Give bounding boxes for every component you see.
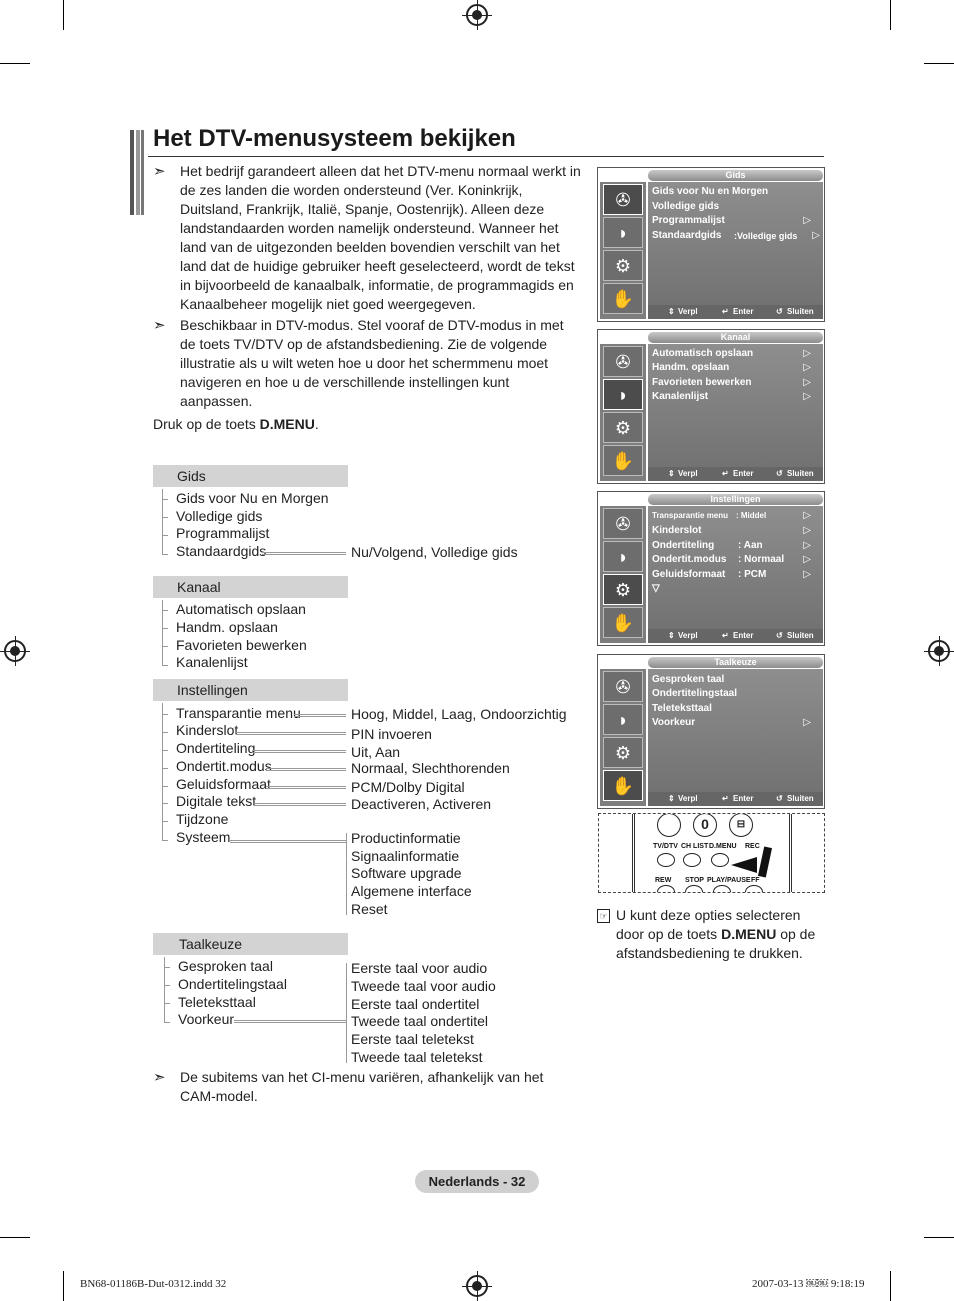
menu-item: Handm. opslaan	[176, 619, 278, 635]
menu-item: Digitale tekst	[176, 793, 257, 809]
footer-move: Verpl	[678, 631, 698, 640]
channel-icon: ◗	[603, 704, 643, 735]
enter-icon: ↵	[722, 469, 729, 478]
tree-tick	[162, 786, 168, 787]
tree-tick	[162, 803, 168, 804]
crop-mark	[924, 63, 954, 64]
language-icon: ✋	[603, 607, 643, 638]
registration-mark-icon	[4, 640, 26, 662]
screen-row: Ondertiteling	[652, 540, 715, 551]
menu-item: Transparantie menu	[176, 705, 301, 721]
triangle-right-icon: ▷	[803, 540, 811, 551]
pointer-arrow-icon	[731, 857, 757, 873]
option-text: Eerste taal ondertitel	[351, 996, 480, 1012]
guide-icon: ✇	[603, 184, 643, 215]
triangle-right-icon: ▷	[803, 391, 811, 402]
menu-item: Automatisch opslaan	[176, 601, 306, 617]
option-text: Productinformatie	[351, 830, 461, 846]
menu-item: Kinderslot	[176, 722, 239, 738]
screen-row: Kinderslot	[652, 525, 702, 536]
screen-title: Gids	[648, 170, 823, 181]
note-arrow-icon: ➣	[153, 163, 166, 180]
remote-rew-icon	[657, 885, 675, 893]
title-rule	[148, 156, 824, 157]
title-decoration-bar	[130, 130, 144, 215]
note-2	[153, 316, 583, 411]
screen-title: Instellingen	[648, 494, 823, 505]
tree-tick	[162, 499, 168, 500]
screen-row-value: : Middel	[736, 511, 767, 520]
menu-item: Ondertitelingstaal	[178, 976, 287, 992]
tree-tick	[162, 517, 168, 518]
remote-dmenu-button	[711, 853, 729, 867]
screen-title: Taalkeuze	[648, 657, 823, 668]
crop-mark	[0, 63, 30, 64]
registration-mark-icon	[466, 1275, 488, 1297]
option-bracket	[346, 833, 347, 915]
screen-row-value: :Volledige gids	[734, 231, 798, 241]
menu-item: Gesproken taal	[178, 958, 273, 974]
footer-enter: Enter	[733, 469, 754, 478]
crop-mark	[924, 1237, 954, 1238]
tree-tick	[162, 821, 168, 822]
page-number-label: Nederlands - 32	[415, 1170, 539, 1193]
footer-close: Sluiten	[787, 631, 814, 640]
guide-icon: ✇	[603, 346, 643, 377]
screen-row: Geluidsformaat	[652, 569, 726, 580]
triangle-right-icon: ▷	[812, 230, 820, 241]
screen-sidebar	[600, 182, 646, 319]
screen-row: Handm. opslaan	[652, 362, 730, 373]
screen-row: Ondertit.modus	[652, 554, 727, 565]
pointer-hand-icon	[758, 846, 772, 877]
triangle-right-icon: ▷	[803, 569, 811, 580]
remote-body	[632, 813, 792, 893]
move-icon: ⇕	[668, 794, 675, 803]
crop-mark	[63, 1271, 64, 1301]
screen-footer	[648, 305, 823, 319]
print-footer-right: 2007-03-13 ￼￼ 9:18:19	[752, 1278, 865, 1290]
tv-screen-gids	[597, 167, 825, 322]
tree-tick	[164, 1022, 170, 1023]
menu-item: Standaardgids	[176, 543, 267, 559]
option-text: Eerste taal voor audio	[351, 960, 488, 976]
tree-tick	[164, 1003, 170, 1004]
tip-prefix: U kunt deze opties selecteren door op de toets	[616, 907, 801, 942]
channel-icon: ◗	[603, 379, 643, 410]
option-text: Tweede taal teletekst	[351, 1049, 483, 1065]
footer-move: Verpl	[678, 307, 698, 316]
tv-screen-instellingen	[597, 491, 825, 646]
connector-line	[262, 552, 346, 555]
tip-note	[597, 906, 832, 963]
settings-icon: ⚙	[603, 250, 643, 281]
menu-item: Voorkeur	[178, 1011, 235, 1027]
remote-play-icon	[713, 885, 731, 893]
option-text: Algemene interface	[351, 883, 472, 899]
remote-label: REW	[655, 877, 672, 884]
screen-footer	[648, 629, 823, 643]
option-text: Nu/Volgend, Volledige gids	[351, 544, 518, 560]
triangle-right-icon: ▷	[803, 348, 811, 359]
screen-main	[648, 669, 823, 806]
screen-row: Programmalijst	[652, 215, 725, 226]
connector-line	[252, 750, 346, 753]
menu-item: Kanalenlijst	[176, 654, 248, 670]
registration-mark-icon	[466, 4, 488, 26]
tree-tick	[164, 967, 170, 968]
tree-tick	[164, 985, 170, 986]
registration-mark-icon	[928, 640, 950, 662]
connector-line	[266, 768, 346, 771]
triangle-right-icon: ▷	[803, 510, 811, 521]
menu-head-taalkeuze: Taalkeuze	[153, 933, 348, 955]
screen-sidebar	[600, 344, 646, 481]
enter-icon: ↵	[722, 631, 729, 640]
footer-close: Sluiten	[787, 307, 814, 316]
remote-label: REC	[745, 843, 760, 850]
tip-text	[616, 906, 832, 963]
note-3	[153, 1068, 573, 1106]
screen-row-value: : Aan	[738, 540, 763, 551]
connector-line	[234, 1020, 346, 1023]
tree-tick	[162, 665, 168, 666]
tree-tick	[162, 610, 168, 611]
connector-line	[230, 840, 346, 843]
screen-row: Kanalenlijst	[652, 391, 709, 402]
return-icon: ↺	[776, 469, 783, 478]
return-icon: ↺	[776, 307, 783, 316]
tree-tick	[162, 646, 168, 647]
remote-label: TV/DTV	[653, 843, 678, 850]
option-text: Signaalinformatie	[351, 848, 460, 864]
footer-close: Sluiten	[787, 469, 814, 478]
menu-item: Ondertit.modus	[176, 758, 272, 774]
settings-icon: ⚙	[603, 412, 643, 443]
settings-icon: ⚙	[603, 737, 643, 768]
menu-head-instellingen: Instellingen	[153, 679, 348, 701]
triangle-right-icon: ▷	[803, 377, 811, 388]
note-arrow-icon: ➣	[153, 317, 166, 334]
tree-tick	[162, 714, 168, 715]
return-icon: ↺	[776, 794, 783, 803]
tree-tick	[162, 554, 168, 555]
return-icon: ↺	[776, 631, 783, 640]
screen-footer	[648, 792, 823, 806]
screen-main	[648, 506, 823, 643]
menu-item: Gids voor Nu en Morgen	[176, 490, 329, 506]
remote-stop-icon	[685, 885, 703, 893]
tv-screen-kanaal	[597, 329, 825, 484]
menu-item: Geluidsformaat	[176, 776, 271, 792]
remote-ff-icon	[745, 885, 763, 893]
note-1-text: Het bedrijf garandeert alleen dat het DTV-menu normaal werkt in de zes landen die worden ondersteund (Ver. Koninkrijk, Duitsland, Frankrijk, Italië, Spanje, Oostenrijk). Alleen deze landstandaarden worden namelijk ondersteund. Wanneer het land van de uitgezonden beelden bovendien verschilt van het land dat de huidige gebruiker heeft geselecteerd, wordt de tekst in bijvoorbeeld de kanaalbalk, informatie, de programmagids en Kanaalbeheer mogelijk niet goed weergegeven.	[180, 163, 581, 312]
screen-row: Volledige gids	[652, 201, 720, 212]
tip-key: D.MENU	[721, 926, 777, 942]
triangle-right-icon: ▷	[803, 717, 811, 728]
enter-icon: ↵	[722, 307, 729, 316]
move-icon: ⇕	[668, 307, 675, 316]
enter-icon: ↵	[722, 794, 729, 803]
screen-sidebar	[600, 506, 646, 643]
guide-icon: ✇	[603, 508, 643, 539]
connector-line	[236, 732, 346, 735]
option-text: Uit, Aan	[351, 744, 401, 760]
option-text: Reset	[351, 901, 388, 917]
option-text: Eerste taal teletekst	[351, 1031, 474, 1047]
screen-sidebar	[600, 669, 646, 806]
triangle-right-icon: ▷	[803, 215, 811, 226]
page-title: Het DTV-menusysteem bekijken	[153, 125, 516, 152]
footer-move: Verpl	[678, 469, 698, 478]
press-instruction	[153, 416, 319, 432]
menu-item: Favorieten bewerken	[176, 637, 307, 653]
remote-label: D.MENU	[709, 843, 737, 850]
screen-footer	[648, 467, 823, 481]
screen-row: Transparantie menu	[652, 511, 729, 520]
remote-prech-icon: ⊟	[729, 813, 753, 837]
tree-tick	[162, 628, 168, 629]
screen-row: Gesproken taal	[652, 674, 725, 685]
remote-button-0: 0	[693, 813, 717, 837]
footer-enter: Enter	[733, 307, 754, 316]
press-suffix: .	[314, 416, 319, 432]
option-text: Tweede taal ondertitel	[351, 1013, 488, 1029]
menu-head-gids: Gids	[153, 465, 348, 487]
tree-tick	[162, 768, 168, 769]
guide-icon: ✇	[603, 671, 643, 702]
note-2-text: Beschikbaar in DTV-modus. Stel vooraf de DTV-modus in met de toets TV/DTV op de afstandsbediening. Zie de volgende illustratie als u wilt weten hoe u door het schermmenu moet navigeren en hoe u de verschillende instellingen kunt aanpassen.	[180, 317, 564, 409]
menu-item: Systeem	[176, 829, 231, 845]
option-text: Normaal, Slechthorenden	[351, 760, 510, 776]
connector-line	[254, 803, 346, 806]
screen-row: Voorkeur	[652, 717, 696, 728]
note-1	[153, 162, 583, 314]
tree-tick	[162, 535, 168, 536]
tv-screen-taalkeuze	[597, 654, 825, 809]
footer-enter: Enter	[733, 794, 754, 803]
menu-item: Teleteksttaal	[178, 994, 256, 1010]
screen-row-value: : Normaal	[738, 554, 785, 565]
connector-line	[294, 714, 346, 717]
note-arrow-icon: ➣	[153, 1069, 166, 1086]
screen-row: Teleteksttaal	[652, 703, 712, 714]
menu-item: Tijdzone	[176, 811, 229, 827]
remote-tvdtv-button	[657, 853, 675, 867]
footer-enter: Enter	[733, 631, 754, 640]
triangle-right-icon: ▷	[803, 554, 811, 565]
language-icon: ✋	[603, 770, 643, 801]
screen-title: Kanaal	[648, 332, 823, 343]
screen-row: Ondertitelingstaal	[652, 688, 738, 699]
menu-head-kanaal: Kanaal	[153, 576, 348, 598]
tree-tick	[162, 750, 168, 751]
channel-icon: ◗	[603, 217, 643, 248]
note-3-text: De subitems van het CI-menu variëren, afhankelijk van het CAM-model.	[180, 1069, 544, 1104]
screen-row: Gids voor Nu en Morgen	[652, 186, 769, 197]
remote-button	[657, 813, 681, 837]
menu-item: Volledige gids	[176, 508, 263, 524]
remote-illustration	[598, 813, 825, 893]
footer-close: Sluiten	[787, 794, 814, 803]
language-icon: ✋	[603, 445, 643, 476]
menu-item: Programmalijst	[176, 525, 270, 541]
press-prefix: Druk op de toets	[153, 416, 260, 432]
footer-move: Verpl	[678, 794, 698, 803]
press-key: D.MENU	[259, 416, 315, 432]
option-text: Hoog, Middel, Laag, Ondoorzichtig	[351, 706, 567, 722]
remote-chlist-button	[683, 853, 701, 867]
screen-row: Automatisch opslaan	[652, 348, 754, 359]
option-text: Tweede taal voor audio	[351, 978, 496, 994]
crop-mark	[890, 1271, 891, 1301]
triangle-right-icon: ▷	[803, 362, 811, 373]
remote-label: STOP	[685, 877, 704, 884]
menu-item: Ondertiteling	[176, 740, 256, 756]
remote-label: PLAY/PAUSE	[707, 877, 751, 884]
settings-icon: ⚙	[603, 574, 643, 605]
remote-label: FF	[751, 877, 760, 884]
triangle-right-icon: ▷	[803, 525, 811, 536]
triangle-down-icon: ▽	[652, 583, 660, 594]
option-text: Software upgrade	[351, 865, 462, 881]
connector-line	[266, 786, 346, 789]
language-icon: ✋	[603, 283, 643, 314]
note-icon: ☞	[597, 909, 610, 923]
crop-mark	[63, 0, 64, 30]
option-text: Deactiveren, Activeren	[351, 796, 492, 812]
screen-row: Standaardgids	[652, 230, 722, 241]
tip-suffix: op de afstandsbediening te drukken.	[616, 926, 816, 961]
screen-main	[648, 344, 823, 481]
channel-icon: ◗	[603, 541, 643, 572]
option-text: PCM/Dolby Digital	[351, 779, 465, 795]
tree-tick	[162, 840, 168, 841]
screen-row-value: : PCM	[738, 569, 767, 580]
option-bracket	[346, 963, 347, 1063]
move-icon: ⇕	[668, 631, 675, 640]
crop-mark	[0, 1237, 30, 1238]
move-icon: ⇕	[668, 469, 675, 478]
print-footer-left: BN68-01186B-Dut-0312.indd 32	[80, 1278, 227, 1290]
remote-label: CH LIST	[681, 843, 709, 850]
tree-tick	[162, 732, 168, 733]
screen-main	[648, 182, 823, 319]
option-text: PIN invoeren	[351, 726, 432, 742]
screen-row: Favorieten bewerken	[652, 377, 752, 388]
crop-mark	[890, 0, 891, 30]
